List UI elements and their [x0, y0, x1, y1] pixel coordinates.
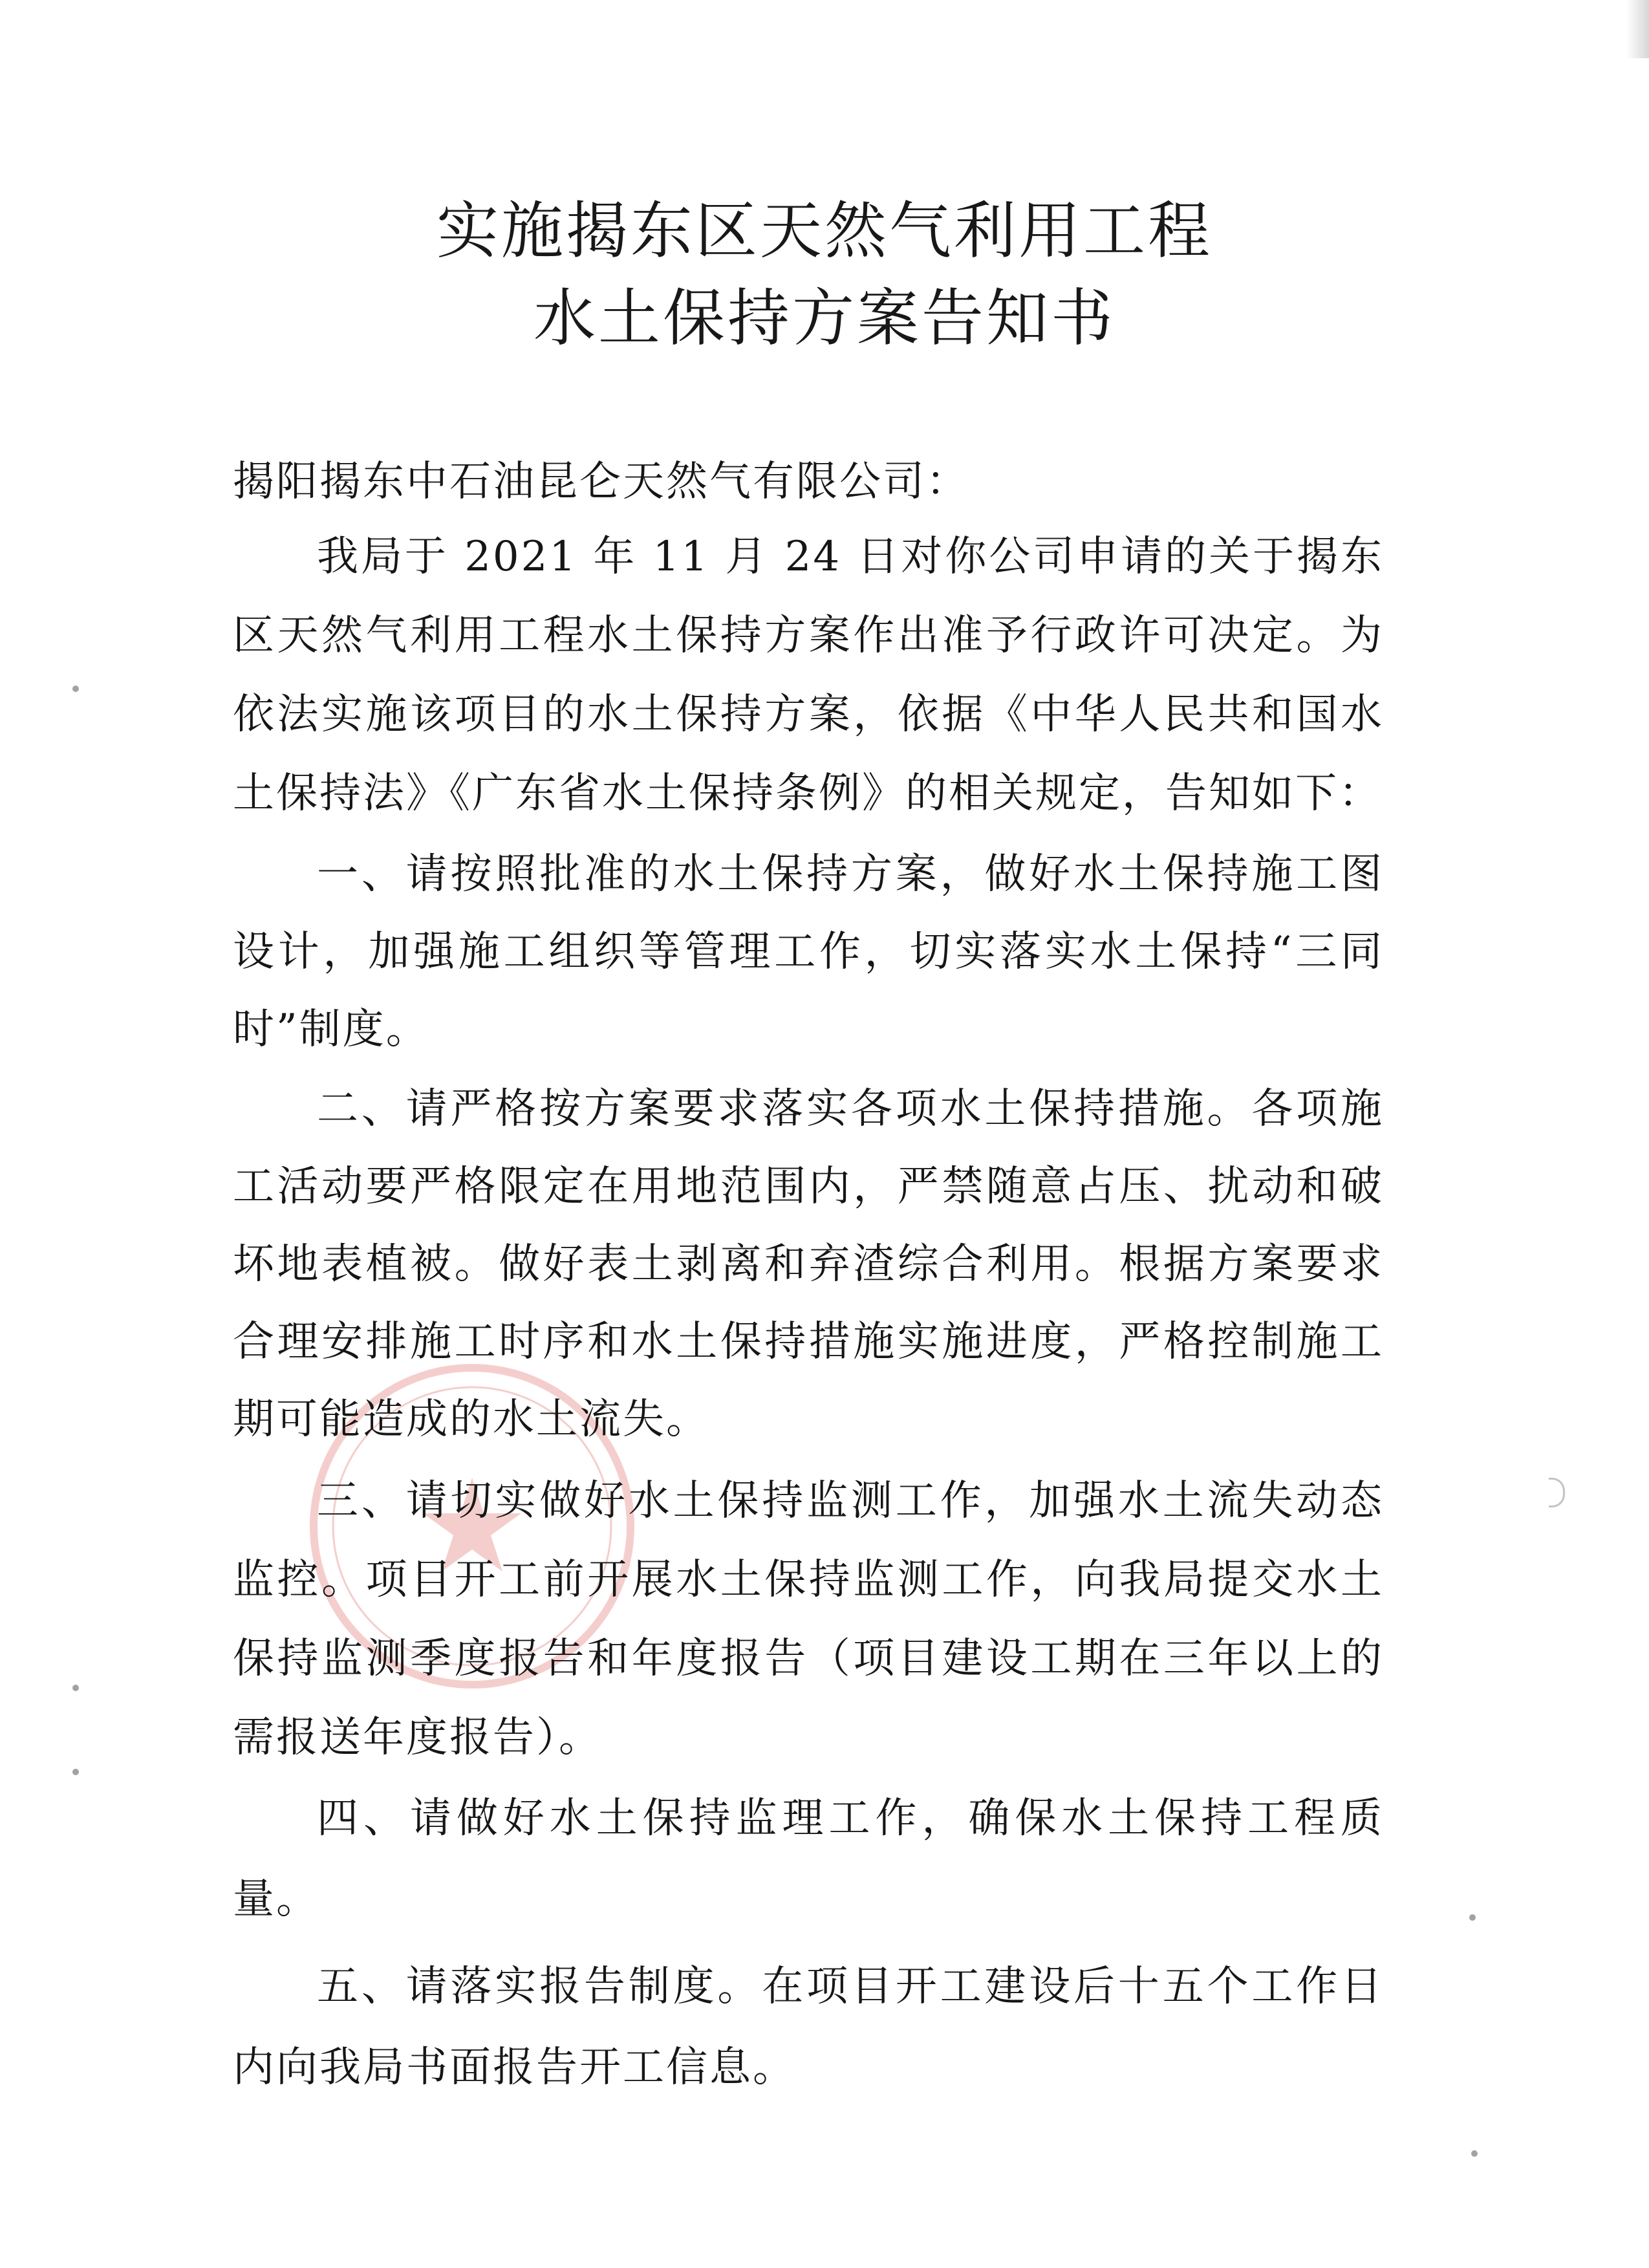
scan-edge-shadow: [1626, 0, 1649, 58]
item-2-paragraph: 二、请严格按方案要求落实各项水土保持措施。各项施工活动要严格限定在用地范围内，严禁随意占压、扰动和破坏地表植被。做好表土剥离和弃渣综合利用。根据方案要求合理安排施工时序和水土保持措施实施进度，严格控制施工期可能造成的水土流失。: [233, 1085, 1384, 1443]
item-5-paragraph: 五、请落实报告制度。在项目开工建设后十五个工作日内向我局书面报告开工信息。: [233, 1963, 1384, 2091]
scan-speck: [1471, 2150, 1478, 2157]
item-1-paragraph: 一、请按照批准的水土保持方案，做好水土保持施工图设计，加强施工组织等管理工作，切实落实水土保持“三同时”制度。: [233, 850, 1384, 1053]
title-line-2: 水土保持方案告知书: [534, 282, 1116, 354]
scan-speck: [72, 1685, 79, 1691]
scan-speck: [72, 1769, 79, 1775]
scan-speck: [72, 686, 79, 692]
item-3-paragraph: 三、请切实做好水土保持监测工作，加强水土流失动态监控。项目开工前开展水土保持监测工作，向我局提交水土保持监测季度报告和年度报告（项目建设工期在三年以上的需报送年度报告）。: [233, 1477, 1384, 1762]
scan-speck: [1469, 1914, 1476, 1921]
intro-paragraph: 我局于 2021 年 11 月 24 日对你公司申请的关于揭东区天然气利用工程水土保持方案作出准予行政许可决定。为依法实施该项目的水土保持方案，依据《中华人民共和国水土保持法》《广东省水土保持条例》的相关规定，告知如下：: [233, 533, 1384, 817]
salutation: 揭阳揭东中石油昆仑天然气有限公司：: [233, 458, 969, 506]
item-4-paragraph: 四、请做好水土保持监理工作，确保水土保持工程质量。: [233, 1795, 1384, 1923]
document-title: [0, 188, 1649, 362]
binding-mark: [1549, 1478, 1565, 1507]
title-line-1: 实施揭东区天然气利用工程: [436, 195, 1212, 267]
